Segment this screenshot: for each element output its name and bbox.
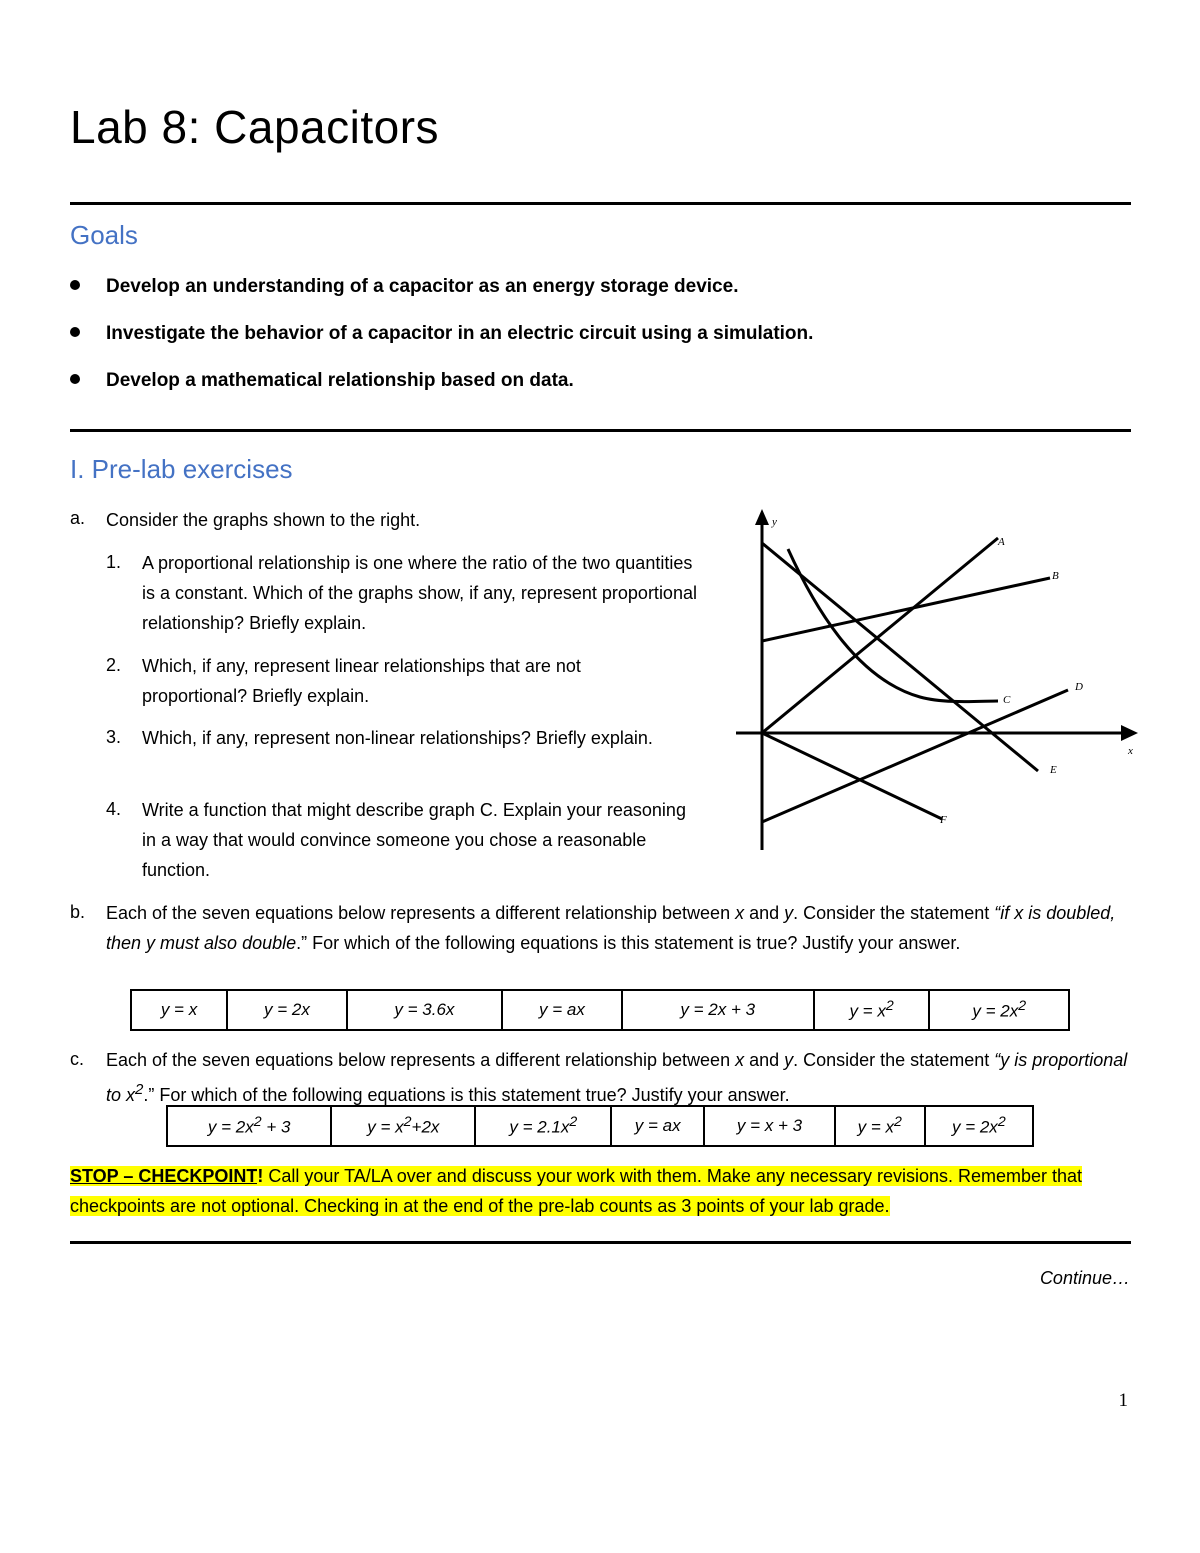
question-a2: Which, if any, represent linear relationships that are not proportional? Briefly explain. (142, 656, 581, 706)
sub-marker: 2. (106, 655, 122, 675)
equation-cell: $y = 2x^2$ (925, 1106, 1033, 1146)
sub-marker: 1. (106, 552, 122, 572)
equation-cell: y = x (131, 990, 227, 1030)
sub-marker: 4. (106, 799, 122, 819)
continue-text: Continue… (1039, 1268, 1130, 1288)
question-a3: Which, if any, represent non-linear relationships? Briefly explain. (142, 728, 653, 748)
graph-label-d: D (1075, 681, 1083, 693)
bullet-icon (70, 327, 80, 337)
divider (70, 1241, 1131, 1244)
y-axis-arrow-icon (755, 509, 769, 525)
checkpoint-label: STOP – CHECKPOINT (70, 1166, 258, 1186)
goal-item: Investigate the behavior of a capacitor in an electric circuit using a simulation. (70, 323, 813, 345)
bullet-icon (70, 280, 80, 290)
equation-cell: $y = 2x^2 + 3$ (167, 1106, 331, 1146)
relationship-graph (730, 505, 1150, 855)
equation-cell: y = ax (611, 1106, 704, 1146)
question-a1: A proportional relationship is one where the ratio of the two quantities is a constant. Which of the graphs show, if any, represent proportional relationship? Briefly explain. (142, 553, 697, 633)
graph-label-a: A (998, 536, 1005, 548)
graph-label-c: C (1003, 694, 1011, 706)
question-b: Each of the seven equations below represents a different relationship between x and y. Consider the statement “if x is doubled, then y must also double.” For which of the following equations is this statement is true? Justify your answer. (106, 903, 1116, 953)
equation-cell: y = x + 3 (704, 1106, 835, 1146)
goals-heading: Goals (70, 220, 138, 250)
equation-cell: $y = x^2$ (814, 990, 930, 1030)
equation-cell: $y = 2.1x^2$ (475, 1106, 611, 1146)
item-marker: c. (70, 1049, 85, 1069)
equation-cell: $y = x^2$ (835, 1106, 925, 1146)
x-axis-label: x (1128, 745, 1133, 757)
graph-label-b: B (1052, 570, 1059, 582)
equation-table-b (130, 989, 1070, 1031)
page-title: Lab 8: Capacitors (70, 101, 440, 153)
equation-cell: $y = 2x^2$ (929, 990, 1069, 1030)
bullet-icon (70, 374, 80, 384)
graph-label-f: F (940, 814, 947, 826)
item-marker: a. (70, 508, 86, 528)
graph-line-f (762, 733, 942, 819)
question-a4: Write a function that might describe graph C. Explain your reasoning in a way that would convince someone you chose a reasonable function. (142, 800, 686, 880)
graph-label-e: E (1050, 764, 1057, 776)
sub-marker: 3. (106, 727, 122, 747)
checkpoint-notice: STOP – CHECKPOINT! Call your TA/LA over and discuss your work with them. Make any necessary revisions. Remember that checkpoints are not optional. Checking in at the end of the pre-lab counts as 3 points of your lab grade. (70, 1166, 1083, 1216)
goal-item: Develop a mathematical relationship based on data. (70, 370, 574, 392)
equation-cell: $y = x^2+2x$ (331, 1106, 475, 1146)
question-a: Consider the graphs shown to the right. (106, 510, 421, 530)
y-axis-label: y (772, 516, 777, 528)
graph-line-e (762, 543, 1038, 771)
divider (70, 202, 1131, 205)
equation-cell: y = 2x (227, 990, 347, 1030)
equation-cell: y = 2x + 3 (622, 990, 814, 1030)
equation-table-c (166, 1105, 1034, 1147)
question-c: Each of the seven equations below represents a different relationship between x and y. Consider the statement “y is proportional to $x^2$.” For which of the following equations is this statement true? Justify your answer. (106, 1050, 1128, 1105)
page-number: 1 (1118, 1390, 1128, 1411)
item-marker: b. (70, 902, 86, 922)
equation-cell: y = 3.6x (347, 990, 502, 1030)
x-axis-arrow-icon (1121, 725, 1138, 741)
graph-line-b (762, 578, 1050, 641)
prelab-heading: I. Pre-lab exercises (70, 454, 293, 484)
goal-item: Develop an understanding of a capacitor as an energy storage device. (70, 276, 738, 298)
divider (70, 429, 1131, 432)
equation-cell: y = ax (502, 990, 622, 1030)
